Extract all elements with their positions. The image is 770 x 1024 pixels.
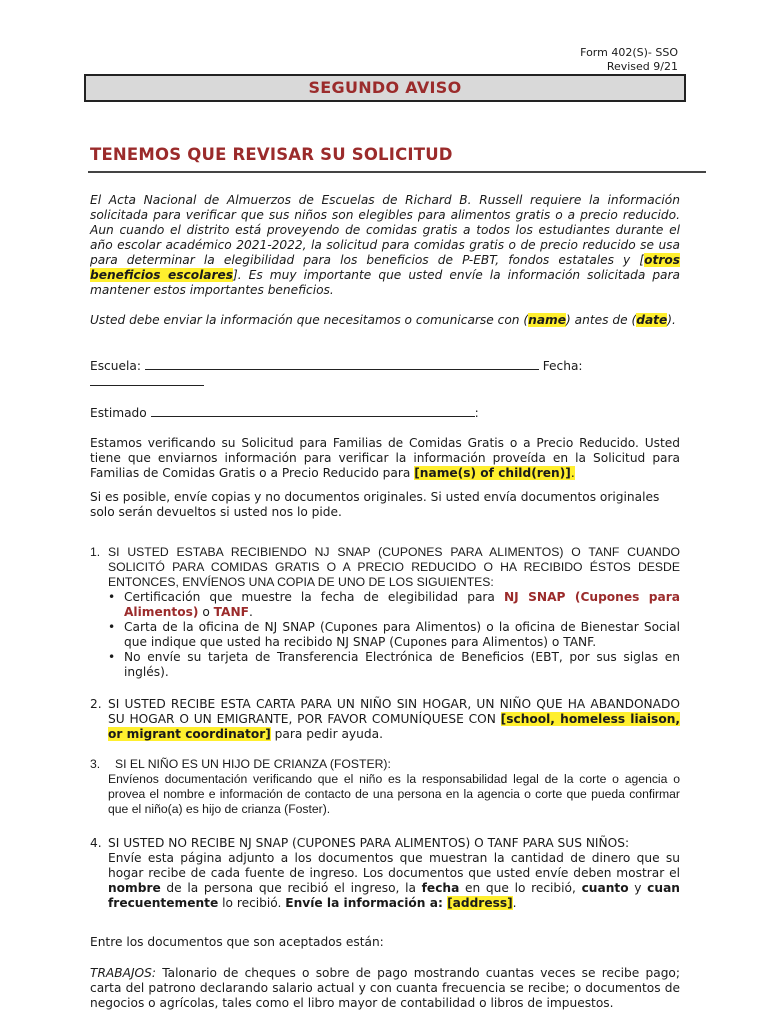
intro-text: El Acta Nacional de Almuerzos de Escuelas de Richard B. Russell requiere la información solicitada para verificar que sus niños son elegibles para alimentos gratis o a precio reducido. Aun cuando el distrito está proveyendo de comidas gratis a todos los estudiantes durante el año escolar académico 2021-2022, la solicitud para comidas gratis o de precio reducido se usa para determinar la elegibilidad para los beneficios de P-EBT, fondos estatales y [ [90,193,680,267]
bullet-connector: o [198,605,214,619]
date-field[interactable] [90,374,204,386]
income-text: Envíe esta página adjunto a los documentos que muestran la cantidad de dinero que su hogar recibe de cada fuente de ingreso. Los documentos que usted envíe deben mostrar el [108,851,680,880]
child-names-placeholder: [name(s) of child(ren)] [414,466,571,480]
bullet-text: Certificación que muestre la fecha de elegibilidad para [124,590,504,604]
list-item-homeless [108,697,680,742]
foster-body: Envíenos documentación verificando que el niño es la responsabilidad legal de la corte o agencia o provea el nombre e información de contacto de una persona en la agencia o corte que pueda confirmar que el niño(a) es hijo de crianza (Foster). [108,772,680,816]
greeting-row [90,405,680,421]
snap-instruction: SI USTED ESTABA RECIBIENDO NJ SNAP (CUPONES PARA ALIMENTOS) O TANF CUANDO SOLICITÓ PARA COMIDAS GRATIS O A PRECIO REDUCIDO O HA RECIBIDO ÉSTOS DESDE ENTONCES, ENVÍENOS UNA COPIA DE UNO DE LOS SIGUIENTES: [108,545,680,589]
income-bold-frequency: cuan frecuentemente [108,881,680,910]
list-number-4: 4. [90,836,102,850]
tanf-program-name: TANF [213,605,249,619]
notice-banner: SEGUNDO AVISO [84,74,686,102]
deadline-text-2: ) antes de ( [566,313,637,327]
form-number: Form 402(S)- SSO [580,46,678,59]
date-placeholder: date [636,313,668,327]
list-item: • No envíe su tarjeta de Transferencia Electrónica de Beneficios (EBT, por sus siglas en inglés). [108,650,680,680]
greeting-colon: : [474,406,479,420]
jobs-paragraph [90,966,680,1011]
foster-title: SI EL NIÑO ES UN HIJO DE CRIANZA (FOSTER): [115,757,391,771]
deadline-text-3: ). [667,313,676,327]
income-bold-date: fecha [421,881,460,895]
form-identifier [580,46,678,74]
income-text-2: de la persona que recibió el ingreso, la [160,881,422,895]
contact-placeholder: [school, homeless liaison, or migrant coordinator] [108,712,680,741]
homeless-end: para pedir ayuda. [270,727,383,741]
date-field-row [90,374,680,390]
list-item-income [108,836,680,911]
intro-paragraph [90,193,680,298]
list-number-3: 3. [90,757,101,771]
address-placeholder: [address] [447,896,513,910]
snap-program-name: NJ SNAP (Cupones para Alimentos) [124,590,680,619]
income-bold-name: nombre [108,881,161,895]
bullet-end: . [249,605,253,619]
form-revision: Revised 9/21 [606,60,678,73]
date-label: Fecha: [542,359,583,373]
verify-paragraph [90,436,680,481]
send-info-label: Envíe la información a: [285,896,448,910]
jobs-text: Talonario de cheques o sobre de pago mostrando cuantas veces se recibe pago; carta del patrono declarando salario actual y con cuanta frecuencia se recibe; o documentos de negocios o agrícolas, tales como el libro mayor de contabilidad o libros de impuestos. [90,966,680,1010]
greeting-label: Estimado [90,406,147,420]
page-title: TENEMOS QUE REVISAR SU SOLICITUD [90,145,453,164]
greeting-field[interactable] [151,405,475,417]
deadline-text: Usted debe enviar la información que necesitamos o comunicarse con ( [90,313,529,327]
deadline-paragraph [90,313,680,328]
list-item-snap [108,545,680,680]
income-end: . [512,896,517,910]
school-date-row [90,358,680,374]
list-number-2: 2. [90,697,102,711]
income-title: SI USTED NO RECIBE NJ SNAP (CUPONES PARA ALIMENTOS) O TANF PARA SUS NIÑOS: [108,836,630,850]
school-field[interactable] [145,358,539,370]
homeless-text: SI USTED RECIBE ESTA CARTA PARA UN NIÑO SIN HOGAR, UN NIÑO QUE HA ABANDONADO SU HOGAR O UN EMIGRANTE, POR FAVOR COMUNÍQUESE CON [108,697,680,726]
income-text-3: en que lo recibió, [459,881,582,895]
list-item: • Carta de la oficina de NJ SNAP (Cupones para Alimentos) o la oficina de Bienestar Social que indique que usted ha recibido NJ SNAP (Cupones para Alimentos) o TANF. [108,620,680,650]
income-text-4: y [628,881,648,895]
school-label: Escuela: [90,359,141,373]
copies-paragraph: Si es posible, envíe copias y no documentos originales. Si usted envía documentos originales solo serán devueltos si usted nos lo pide. [90,490,660,519]
income-text-5: lo recibió. [218,896,286,910]
snap-document-list [108,590,680,680]
list-item [108,590,680,620]
intro-highlight: otros beneficios escolares [90,253,680,282]
intro-text-end: ]. Es muy importante que usted envíe la información solicitada para mantener estos importantes beneficios. [90,268,680,297]
jobs-label: TRABAJOS: [90,966,156,980]
income-body [108,851,680,911]
list-number-1: 1. [90,545,101,559]
heading-divider [88,171,706,173]
income-bold-amount: cuanto [581,881,629,895]
verify-text: Estamos verificando su Solicitud para Familias de Comidas Gratis o a Precio Reducido. Usted tiene que enviarnos información para verificar la información proveída en la Solicitud para Familias de Comidas Gratis o a Precio Reducido para [90,436,680,480]
contact-name-placeholder: name [528,313,567,327]
verify-end: . [570,466,575,480]
accepted-documents-intro: Entre los documentos que son aceptados están: [90,935,384,949]
